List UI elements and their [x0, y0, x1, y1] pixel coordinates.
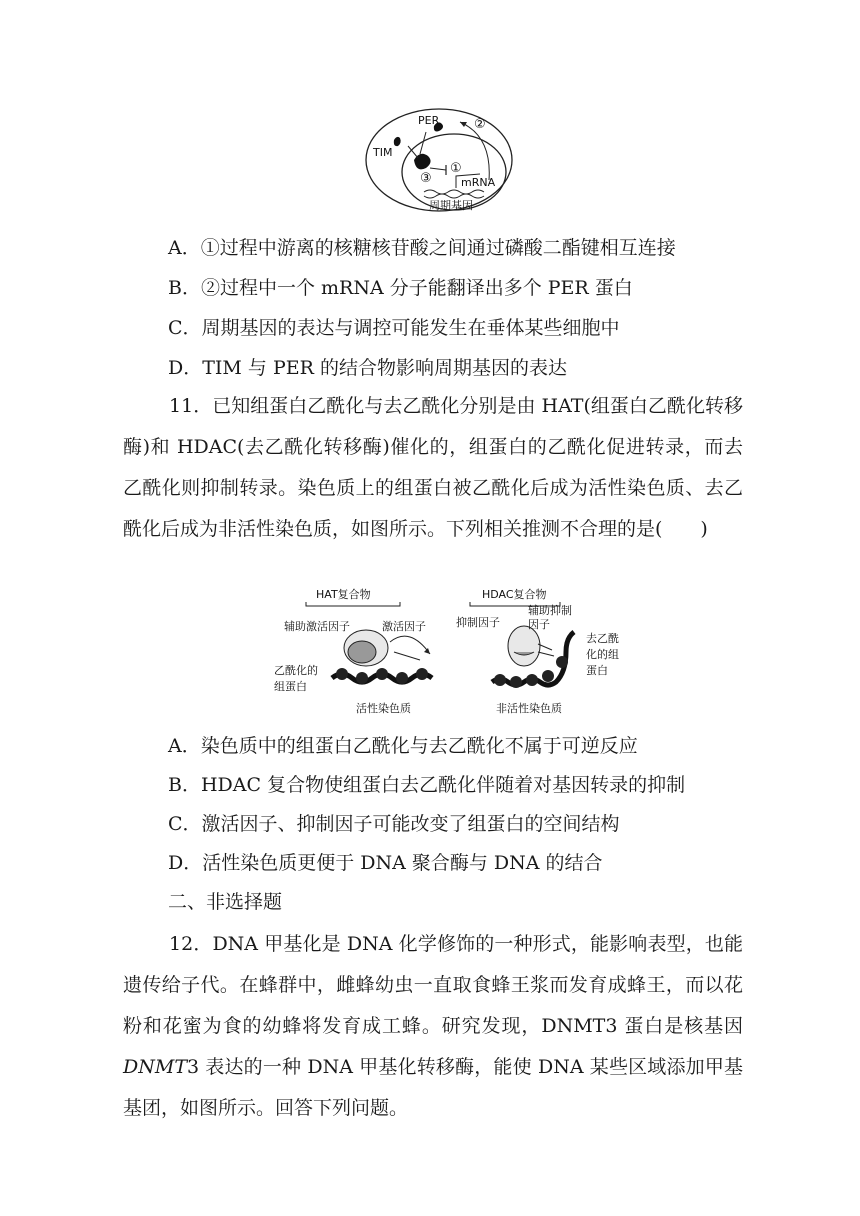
corepressor-label-1: 辅助抑制 [528, 604, 572, 617]
deacetylated-label-1: 去乙酰 [586, 632, 619, 645]
q11-stem: 11．已知组蛋白乙酰化与去乙酰化分别是由 HAT(组蛋白乙酰化转移酶)和 HDAC(去乙酰化转移酶)催化的，组蛋白的乙酰化促进转录，而去乙酰化则抑制转录。染色质上的组蛋白被乙酰化后成为活性染色质、去乙酰化后成为非活性染色质，如图所示。下列相关推测不合理的是( ) [123, 395, 743, 540]
q11-option-d: D．活性染色质更便于 DNA 聚合酶与 DNA 的结合 [168, 852, 603, 874]
circadian-gene-diagram [364, 106, 514, 214]
q10-option-b: B．②过程中一个 mRNA 分子能翻译出多个 PER 蛋白 [168, 277, 633, 299]
q10-option-a: A．①过程中游离的核糖核苷酸之间通过磷酸二酯键相互连接 [168, 237, 676, 259]
repressor-label: 抑制因子 [456, 616, 500, 629]
hdac-complex-label: HDAC复合物 [482, 588, 547, 601]
acetylated-histone-label-1: 乙酰化的 [274, 664, 318, 677]
section-heading: 二、非选择题 [168, 891, 283, 913]
step-1-label: ① [450, 161, 462, 176]
q11-option-c: C．激活因子、抑制因子可能改变了组蛋白的空间结构 [168, 813, 620, 835]
q10-option-d: D．TIM 与 PER 的结合物影响周期基因的表达 [168, 357, 567, 379]
gene-label: 周期基因 [429, 199, 473, 212]
coactivator-label: 辅助激活因子 [284, 620, 350, 633]
gene-name-italic: DNMT [123, 1056, 187, 1078]
inactive-chromatin-label: 非活性染色质 [496, 702, 562, 715]
activator-label: 激活因子 [382, 620, 426, 633]
q11-option-a: A．染色质中的组蛋白乙酰化与去乙酰化不属于可逆反应 [168, 735, 638, 757]
q11-option-b: B．HDAC 复合物使组蛋白去乙酰化伴随着对基因转录的抑制 [168, 774, 686, 796]
chromatin-acetylation-diagram [270, 586, 620, 718]
hat-complex-label: HAT复合物 [316, 588, 371, 601]
deacetylated-label-2: 化的组 [586, 648, 619, 661]
per-label: PER [418, 114, 440, 127]
acetylated-histone-label-2: 组蛋白 [274, 680, 307, 693]
corepressor-label-2: 因子 [528, 618, 550, 631]
step-2-label: ② [474, 117, 486, 132]
active-chromatin-label: 活性染色质 [356, 702, 411, 715]
q12-stem: 12．DNA 甲基化是 DNA 化学修饰的一种形式，能影响表型，也能遗传给子代。在蜂群中，雌蜂幼虫一直取食蜂王浆而发育成蜂王，而以花粉和花蜜为食的幼蜂将发育成工蜂。研究发现，DNMT3 蛋白是核基因 DNMT3 表达的一种 DNA 甲基化转移酶，能使 DNA 某些区域添加甲基基团，如图所示。回答下列问题。 [123, 933, 743, 1119]
mrna-label: mRNA [461, 176, 496, 189]
deacetylated-label-3: 蛋白 [586, 664, 608, 677]
tim-label: TIM [373, 146, 393, 159]
step-3-label: ③ [420, 171, 432, 186]
q10-option-c: C．周期基因的表达与调控可能发生在垂体某些细胞中 [168, 317, 620, 339]
